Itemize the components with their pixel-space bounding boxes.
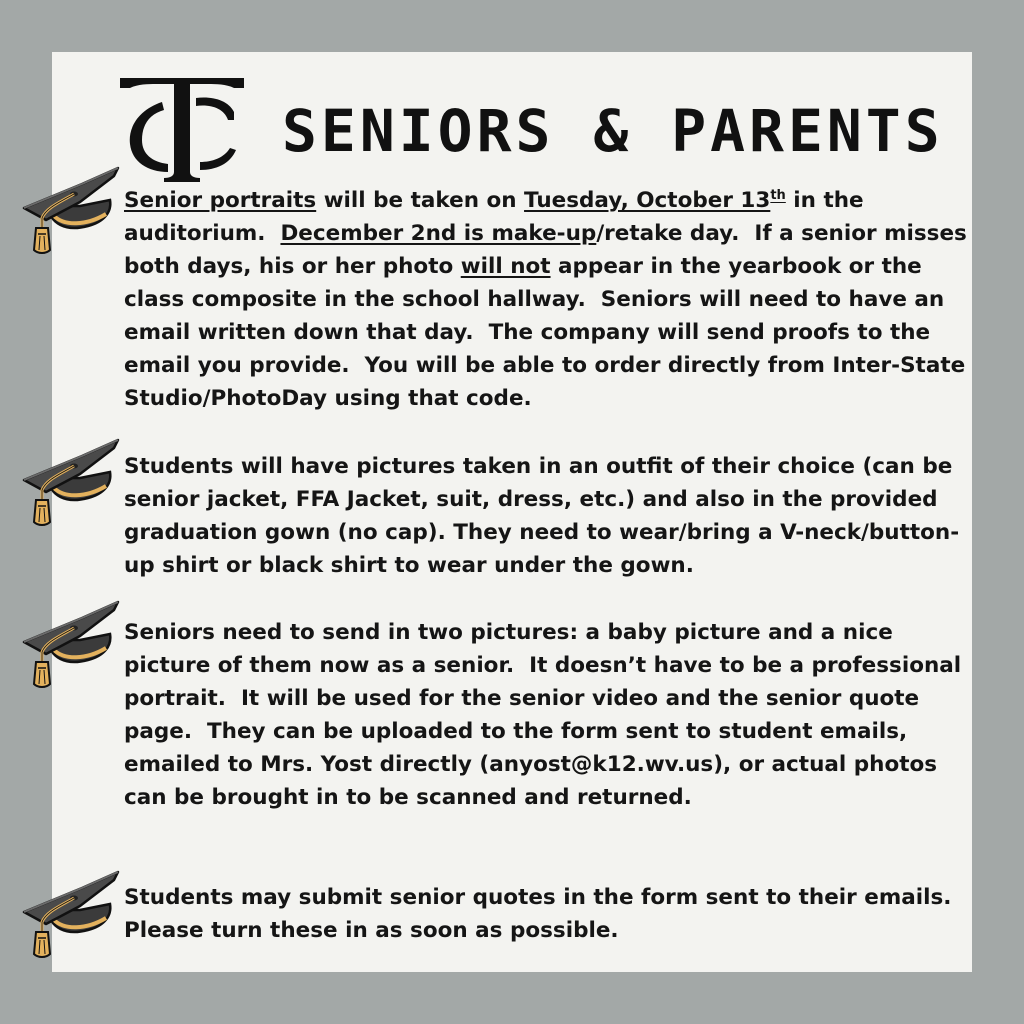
- underlined-text: will not: [460, 254, 551, 279]
- section-paragraph: [124, 184, 975, 415]
- graduation-cap-icon: [20, 434, 120, 530]
- paragraph-text: Students may submit senior quotes in the form sent to their emails. Please turn these in as soon as possible.: [124, 885, 967, 943]
- underlined-text: th: [770, 187, 786, 203]
- paragraph-text: Students will have pictures taken in an outfit of their choice (can be senior jacket, FFA Jacket, suit, dress, etc.) and also in the provided graduation gown (no cap). They need to wear/bring a V-neck/button-up shirt or black shirt to wear under the gown.: [124, 454, 960, 578]
- underlined-text: Senior portraits: [124, 188, 317, 213]
- paragraph-text: /retake day. If a senior misses both days, his or her photo: [124, 221, 975, 279]
- page-title: SENIORS & PARENTS: [282, 97, 944, 165]
- paragraph-text: Seniors need to send in two pictures: a baby picture and a nice picture of them now as a senior. It doesn’t have to be a professional portrait. It will be used for the senior video and the senior quote page. They can be uploaded to the form sent to student emails, emailed to Mrs. Yost directly (anyost@k12.wv.us), or actual photos can be brought in to be scanned and returned.: [124, 620, 969, 810]
- paragraph-text: in the auditorium.: [124, 188, 872, 246]
- graduation-cap-icon: [20, 866, 120, 962]
- graduation-cap-icon: [20, 596, 120, 692]
- section-paragraph: [124, 450, 972, 582]
- underlined-text: December 2nd is make-up: [280, 221, 597, 246]
- section-paragraph: [124, 616, 972, 814]
- tc-monogram-logo: [116, 72, 248, 182]
- underlined-text: Tuesday, October 13: [524, 188, 771, 213]
- paragraph-text: will be taken on: [316, 188, 525, 213]
- graduation-cap-icon: [20, 162, 120, 258]
- section-paragraph: [124, 881, 972, 947]
- paragraph-text: appear in the yearbook or the class composite in the school hallway. Seniors will need to have an email written down that day. The company will send proofs to the email you provide. You will be able to order directly from Inter-State Studio/PhotoDay using that code.: [124, 254, 973, 411]
